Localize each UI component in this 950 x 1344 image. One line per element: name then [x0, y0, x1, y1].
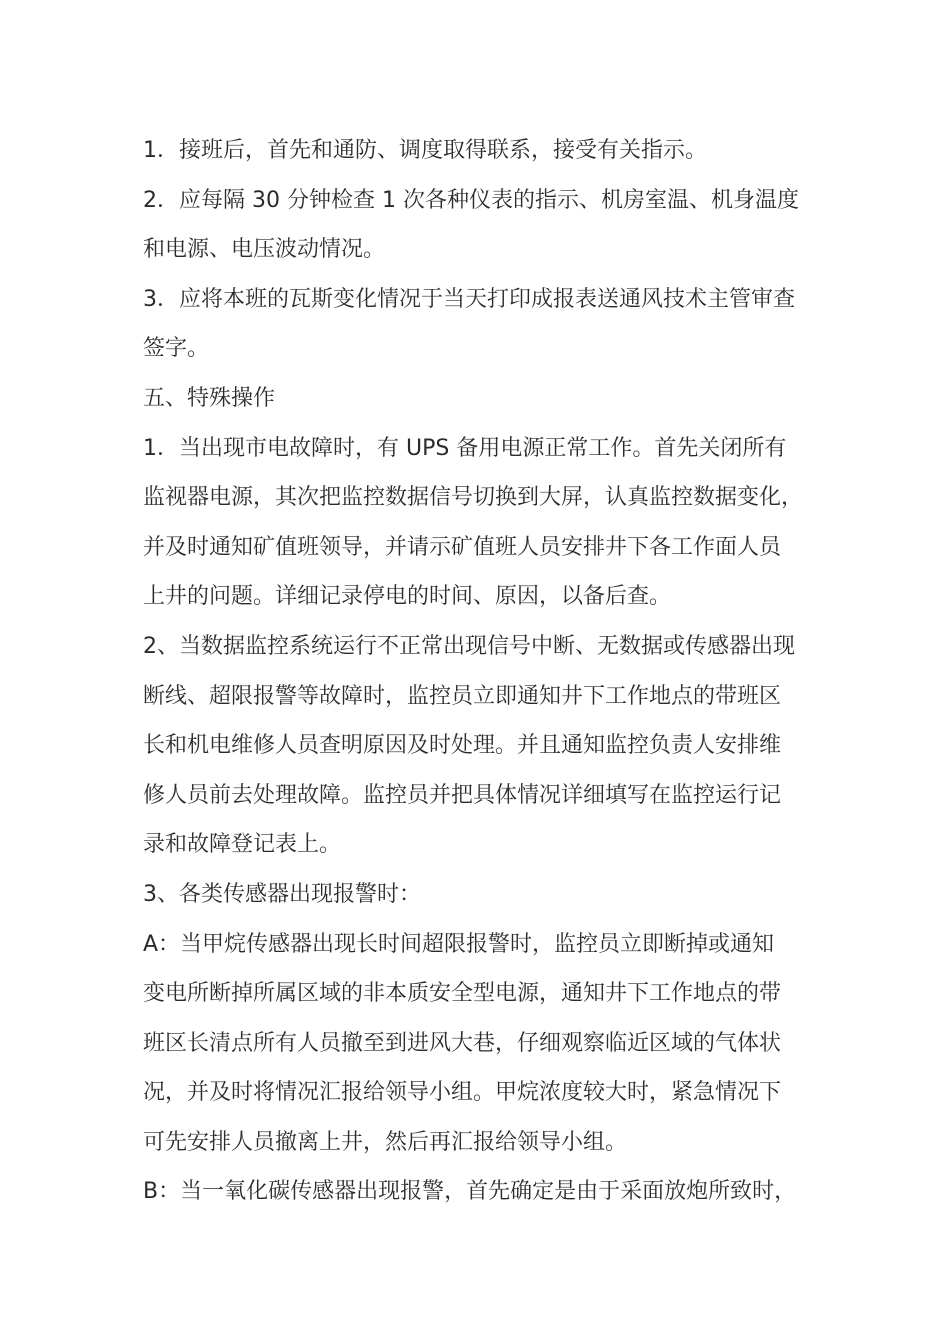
text-line: A：当甲烷传感器出现长时间超限报警时，监控员立即断掉或通知 — [143, 931, 775, 957]
paragraph-gas-report — [143, 275, 823, 374]
paragraph-power-failure — [143, 424, 823, 622]
paragraph-methane-alarm — [143, 920, 823, 1168]
text-line: 2．应每隔 30 分钟检查 1 次各种仪表的指示、机房室温、机身温度 — [143, 187, 799, 213]
text-line: 3．应将本班的瓦斯变化情况于当天打印成报表送通风技术主管审查 — [143, 286, 795, 312]
paragraph-monitoring-fault — [143, 622, 823, 870]
text-line: 长和机电维修人员查明原因及时处理。并且通知监控负责人安排维 — [143, 733, 782, 759]
paragraph-instrument-check — [143, 176, 823, 275]
text-line: 1．接班后，首先和通防、调度取得联系，接受有关指示。 — [143, 138, 707, 163]
text-line: 断线、超限报警等故障时，监控员立即通知井下工作地点的带班区 — [143, 683, 782, 709]
paragraph-carbon-monoxide-alarm — [143, 1167, 823, 1217]
text-line: 和电源、电压波动情况。 — [143, 237, 386, 263]
section-heading-special-operations — [143, 374, 823, 424]
text-line: 修人员前去处理故障。监控员并把具体情况详细填写在监控运行记 — [143, 782, 782, 808]
text-line: 况，并及时将情况汇报给领导小组。甲烷浓度较大时，紧急情况下 — [143, 1080, 782, 1106]
text-line: B：当一氧化碳传感器出现报警，首先确定是由于采面放炮所致时， — [143, 1179, 797, 1205]
paragraph-handover-contact — [143, 126, 823, 176]
document-body — [143, 126, 823, 1217]
text-line: 2、当数据监控系统运行不正常出现信号中断、无数据或传感器出现 — [143, 633, 795, 659]
text-line: 签字。 — [143, 336, 210, 362]
section-heading: 五、特殊操作 — [143, 385, 276, 411]
text-line: 监视器电源，其次把监控数据信号切换到大屏，认真监控数据变化， — [143, 485, 804, 511]
text-line: 录和故障登记表上。 — [143, 832, 342, 858]
text-line: 班区长清点所有人员撤至到进风大巷，仔细观察临近区域的气体状 — [143, 1030, 782, 1056]
paragraph-sensor-alarms-heading — [143, 870, 823, 920]
text-line: 并及时通知矿值班领导，并请示矿值班人员安排井下各工作面人员 — [143, 534, 782, 560]
text-line: 可先安排人员撤离上井，然后再汇报给领导小组。 — [143, 1129, 628, 1155]
text-line: 1．当出现市电故障时，有 UPS 备用电源正常工作。首先关闭所有 — [143, 435, 787, 461]
text-line: 变电所断掉所属区域的非本质安全型电源，通知井下工作地点的带 — [143, 981, 782, 1007]
text-line: 上井的问题。详细记录停电的时间、原因，以备后查。 — [143, 584, 672, 610]
text-line: 3、各类传感器出现报警时： — [143, 881, 421, 907]
